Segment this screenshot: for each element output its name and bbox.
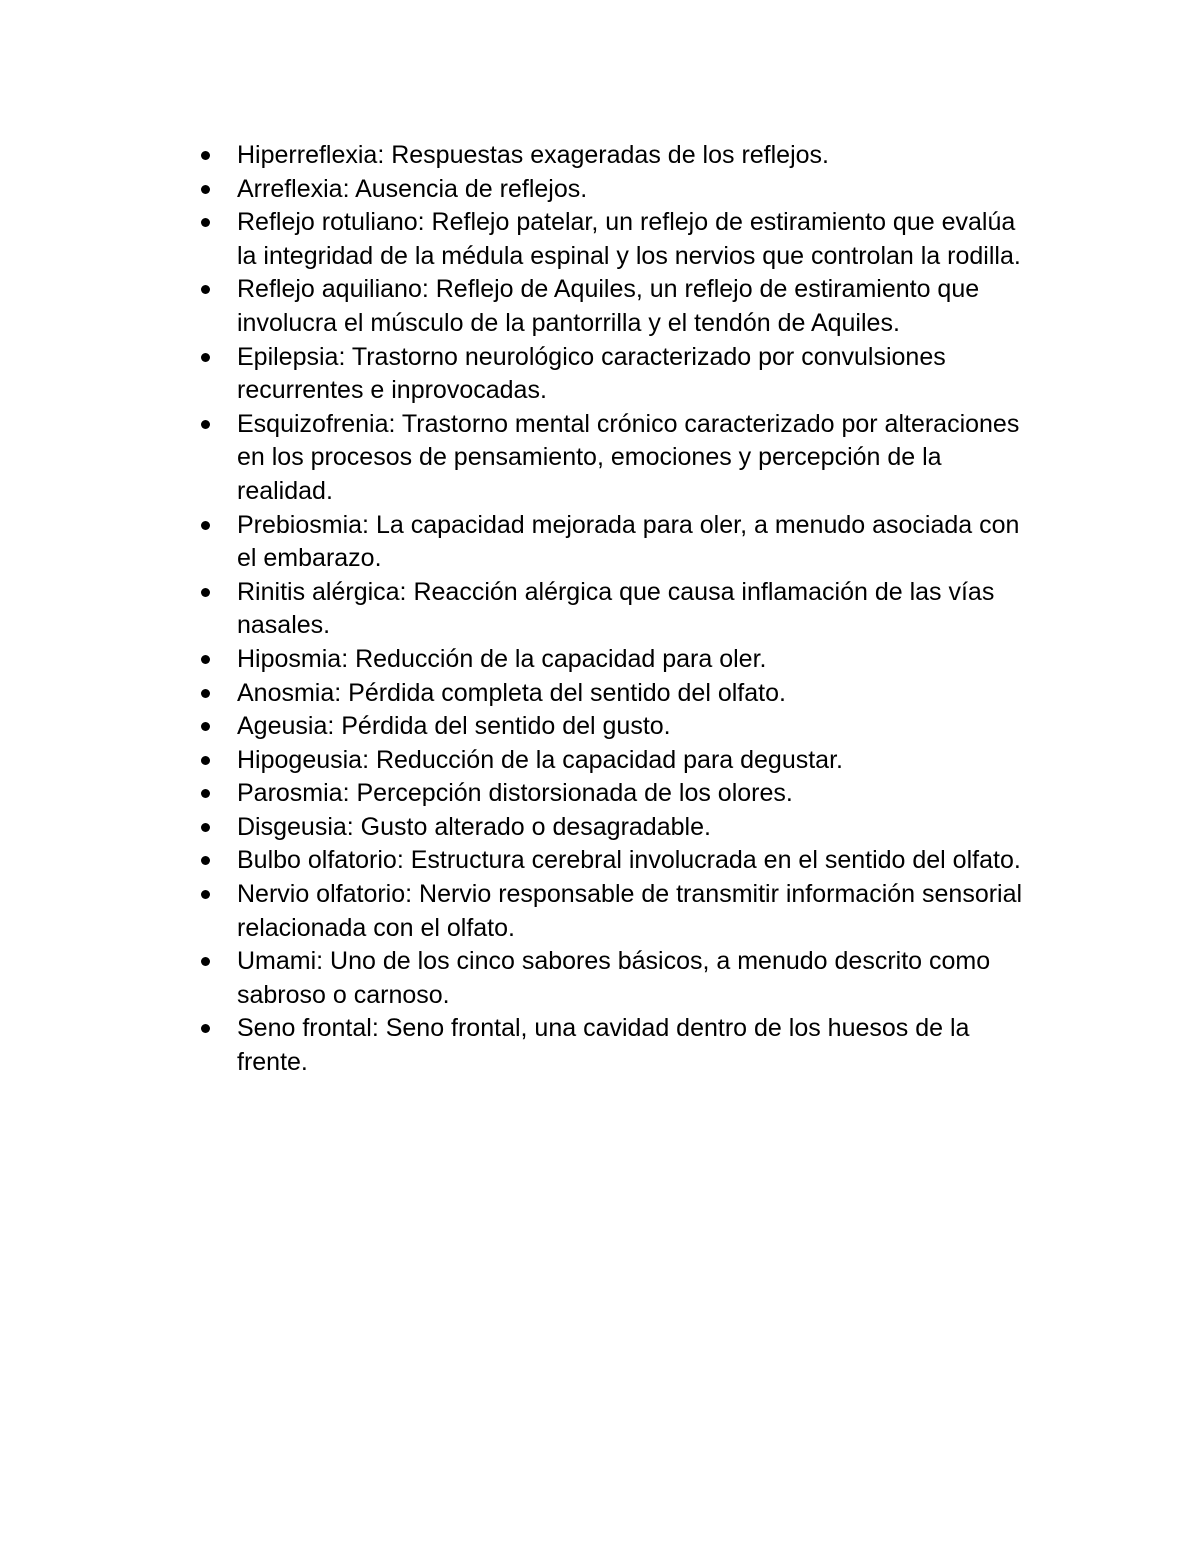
list-item [199, 744, 1029, 778]
list-item-text: Rinitis alérgica: Reacción alérgica que causa inflamación de las vías nasales. [237, 577, 995, 640]
list-item [199, 811, 1029, 845]
list-item-text: Prebiosmia: La capacidad mejorada para oler, a menudo asociada con el embarazo. [237, 510, 1020, 573]
bullet-icon [201, 521, 210, 530]
list-item-text: Reflejo aquiliano: Reflejo de Aquiles, un reflejo de estiramiento que involucra el músculo de la pantorrilla y el tendón de Aquiles. [237, 275, 980, 337]
bullet-icon [201, 655, 210, 664]
list-item [199, 273, 1029, 340]
list-item [199, 206, 1029, 273]
list-item [199, 878, 1029, 945]
bullet-icon [201, 789, 210, 798]
bullet-icon [201, 957, 210, 966]
list-item [199, 509, 1029, 576]
list-item [199, 677, 1029, 711]
bullet-icon [201, 353, 210, 362]
list-item-text: Anosmia: Pérdida completa del sentido del olfato. [237, 678, 786, 707]
list-item-text: Parosmia: Percepción distorsionada de los olores. [237, 779, 793, 808]
list-item-text: Epilepsia: Trastorno neurológico caracterizado por convulsiones recurrentes e inprovocadas. [237, 342, 946, 405]
list-item [199, 139, 1029, 173]
list-item [199, 173, 1029, 207]
bullet-icon [201, 856, 210, 865]
bullet-icon [201, 689, 210, 698]
bullet-icon [201, 890, 210, 899]
list-item [199, 710, 1029, 744]
list-item-text: Hiposmia: Reducción de la capacidad para oler. [237, 644, 767, 673]
bullet-icon [201, 420, 210, 429]
list-item [199, 341, 1029, 408]
list-item [199, 576, 1029, 643]
list-item-text: Umami: Uno de los cinco sabores básicos, a menudo descrito como sabroso o carnoso. [237, 947, 991, 1009]
bullet-icon [201, 151, 210, 160]
list-item-text: Esquizofrenia: Trastorno mental crónico caracterizado por alteraciones en los procesos de pensamiento, emociones y percepción de la realidad. [237, 409, 1020, 505]
list-item-text: Hipogeusia: Reducción de la capacidad para degustar. [237, 745, 843, 774]
list-item [199, 777, 1029, 811]
bullet-icon [201, 756, 210, 765]
bullet-icon [201, 588, 210, 597]
bullet-icon [201, 722, 210, 731]
bullet-icon [201, 185, 210, 194]
glossary-list [199, 139, 1029, 1080]
list-item-text: Nervio olfatorio: Nervio responsable de transmitir información sensorial relacionada con el olfato. [237, 880, 1023, 942]
list-item [199, 844, 1029, 878]
bullet-icon [201, 285, 210, 294]
list-item [199, 1012, 1029, 1079]
list-item-text: Disgeusia: Gusto alterado o desagradable. [237, 812, 711, 841]
list-item-text: Hiperreflexia: Respuestas exageradas de los reflejos. [237, 141, 829, 169]
bullet-icon [201, 823, 210, 832]
list-item [199, 408, 1029, 509]
bullet-icon [201, 1024, 210, 1033]
list-item-text: Ageusia: Pérdida del sentido del gusto. [237, 712, 671, 741]
list-item-text: Reflejo rotuliano: Reflejo patelar, un reflejo de estiramiento que evalúa la integridad de la médula espinal y los nervios que controlan la rodilla. [237, 208, 1021, 270]
list-item-text: Bulbo olfatorio: Estructura cerebral involucrada en el sentido del olfato. [237, 846, 1021, 875]
list-item [199, 945, 1029, 1012]
bullet-icon [201, 218, 210, 227]
list-item [199, 643, 1029, 677]
list-item-text: Arreflexia: Ausencia de reflejos. [237, 174, 588, 203]
list-item-text: Seno frontal: Seno frontal, una cavidad dentro de los huesos de la frente. [237, 1014, 970, 1077]
